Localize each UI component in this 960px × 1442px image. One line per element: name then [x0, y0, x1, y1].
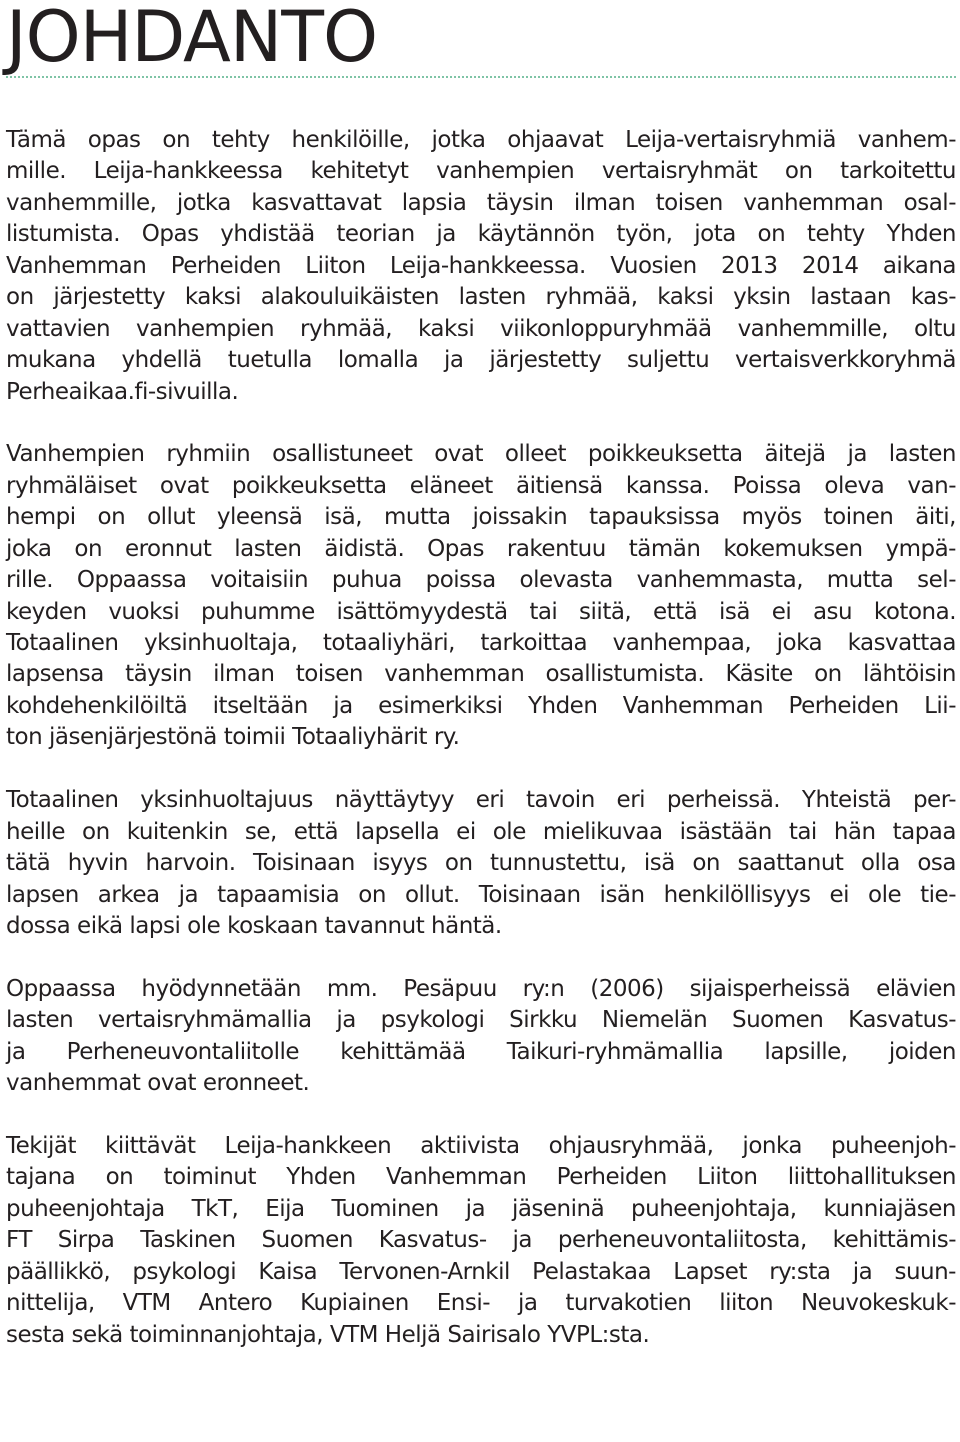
paragraph-5	[6, 1131, 956, 1351]
text-line: lapsensa täysin ilman toisen vanhemman osallistumista. Käsite on lähtöisin	[6, 661, 956, 688]
paragraph-2	[6, 439, 956, 753]
text-line: Totaalinen yksinhuoltajuus näyttäytyy eri tavoin eri perheissä. Yhteistä per-	[6, 787, 956, 814]
text-line: hempi on ollut yleensä isä, mutta joissakin tapauksissa myös toinen äiti,	[6, 504, 956, 531]
text-line: puheenjohtaja TkT, Eija Tuominen ja jäseninä puheenjohtaja, kunniajäsen	[6, 1195, 956, 1222]
text-line: mukana yhdellä tuetulla lomalla ja järjestetty suljettu vertaisverkkoryhmä	[6, 347, 956, 374]
text-line: Tekijät kiittävät Leija-hankkeen aktiivista ohjausryhmää, jonka puheenjoh-	[6, 1133, 956, 1159]
text-line: ton jäsenjärjestönä toimii Totaaliyhärit ry.	[6, 724, 460, 751]
text-line: listumista. Opas yhdistää teorian ja käytännön työn, jota on tehty Yhden	[6, 221, 956, 248]
text-line: Perheaikaa.fi-sivuilla.	[6, 378, 239, 405]
text-line: päällikkö, psykologi Kaisa Tervonen-Arnkil Pelastakaa Lapset ry:sta ja suun-	[6, 1258, 956, 1285]
text-line: kohdehenkilöiltä itseltään ja esimerkiksi Yhden Vanhemman Perheiden Lii-	[6, 692, 956, 719]
paragraph-1	[6, 125, 956, 408]
text-line: ja Perheneuvontaliitolle kehittämää Taikuri-ryhmämallia lapsille, joiden	[6, 1038, 956, 1065]
paragraph-3	[6, 785, 956, 942]
text-line: vanhemmat ovat eronneet.	[6, 1070, 310, 1097]
paragraph-4	[6, 974, 956, 1100]
text-line: keyden vuoksi puhumme isättömyydestä tai siitä, että isä ei asu kotona.	[6, 598, 956, 625]
text-line: Totaalinen yksinhuoltaja, totaaliyhäri, tarkoittaa vanhempaa, joka kasvattaa	[6, 630, 956, 656]
text-line: Vanhempien ryhmiin osallistuneet ovat olleet poikkeuksetta äitejä ja lasten	[6, 441, 956, 468]
body-text	[6, 125, 956, 1351]
text-line: lapsen arkea ja tapaamisia on ollut. Toisinaan isän henkilöllisyys ei ole tie-	[6, 881, 956, 908]
text-line: Tämä opas on tehty henkilöille, jotka ohjaavat Leija-vertaisryhmiä vanhem-	[6, 127, 956, 153]
text-line: nittelija, VTM Antero Kupiainen Ensi- ja turvakotien liiton Neuvokeskuk-	[6, 1290, 956, 1317]
text-line: FT Sirpa Taskinen Suomen Kasvatus- ja perheneuvontaliitosta, kehittämis-	[6, 1227, 956, 1254]
text-line: joka on eronnut lasten äidistä. Opas rakentuu tämän kokemuksen ympä-	[6, 535, 956, 562]
text-line: ryhmäläiset ovat poikkeuksetta eläneet äitiensä kanssa. Poissa oleva van-	[6, 472, 956, 499]
text-line: dossa eikä lapsi ole koskaan tavannut häntä.	[6, 912, 502, 939]
text-line: rille. Oppaassa voitaisiin puhua poissa olevasta vanhemmasta, mutta sel-	[6, 567, 956, 594]
text-line: Vanhemman Perheiden Liiton Leija-hankkeessa. Vuosien 2013 2014 aikana	[6, 252, 956, 279]
page-title: JOHDANTO	[6, 0, 378, 78]
text-line: lasten vertaisryhmämallia ja psykologi Sirkku Niemelän Suomen Kasvatus-	[6, 1007, 956, 1034]
text-line: tajana on toiminut Yhden Vanhemman Perheiden Liiton liittohallituksen	[6, 1164, 956, 1191]
text-line: mille. Leija-hankkeessa kehitetyt vanhempien vertaisryhmät on tarkoitettu	[6, 158, 956, 185]
text-line: on järjestetty kaksi alakouluikäisten lasten ryhmää, kaksi yksin lastaan kas-	[6, 284, 956, 311]
text-line: heille on kuitenkin se, että lapsella ei ole mielikuvaa isästään tai hän tapaa	[6, 818, 956, 845]
dotted-divider	[6, 76, 956, 78]
text-line: sesta sekä toiminnanjohtaja, VTM Heljä Sairisalo YVPL:sta.	[6, 1321, 650, 1348]
text-line: vanhemmille, jotka kasvattavat lapsia täysin ilman toisen vanhemman osal-	[6, 189, 956, 216]
text-line: tätä hyvin harvoin. Toisinaan isyys on tunnustettu, isä on saattanut olla osa	[6, 850, 956, 877]
text-line: vattavien vanhempien ryhmää, kaksi viikonloppuryhmää vanhemmille, oltu	[6, 315, 956, 342]
text-line: Oppaassa hyödynnetään mm. Pesäpuu ry:n (2006) sijaisperheissä elävien	[6, 975, 956, 1002]
